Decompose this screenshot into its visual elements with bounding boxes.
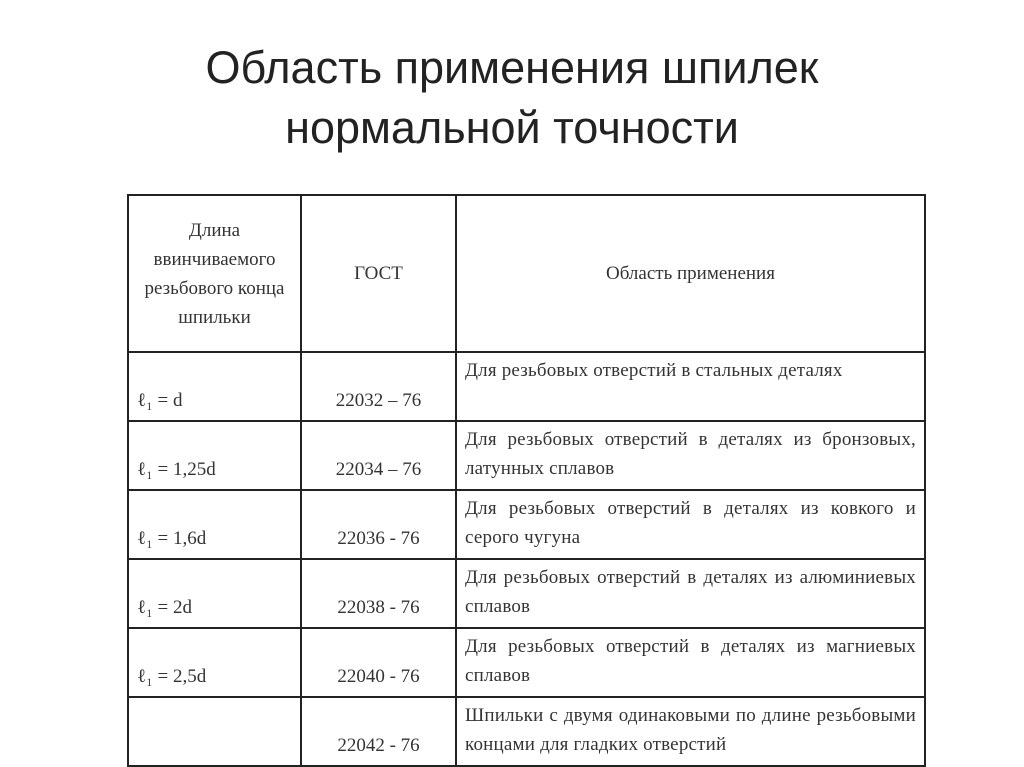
cell-length: ℓ₁ = 1,6d [128, 490, 301, 559]
cell-gost: 22042 - 76 [301, 697, 456, 766]
table-header-row [128, 195, 925, 352]
cell-gost: 22040 - 76 [301, 628, 456, 697]
cell-usage: Для резьбовых отверстий в деталях из магниевых сплавов [456, 628, 925, 697]
table-row [128, 490, 925, 559]
cell-usage: Для резьбовых отверстий в деталях из ковкого и серого чугуна [456, 490, 925, 559]
cell-length: ℓ₁ = 2d [128, 559, 301, 628]
cell-usage: Для резьбовых отверстий в деталях из бронзовых, латунных сплавов [456, 421, 925, 490]
cell-gost: 22038 - 76 [301, 559, 456, 628]
slide-title [0, 38, 1024, 158]
title-line-2: нормальной точности [285, 102, 739, 153]
cell-gost: 22036 - 76 [301, 490, 456, 559]
cell-usage: Для резьбовых отверстий в стальных деталях [456, 352, 925, 421]
table-row [128, 628, 925, 697]
cell-gost: 22032 – 76 [301, 352, 456, 421]
header-gost: ГОСТ [301, 195, 456, 352]
cell-usage: Для резьбовых отверстий в деталях из алюминиевых сплавов [456, 559, 925, 628]
cell-gost: 22034 – 76 [301, 421, 456, 490]
cell-length: ℓ₁ = 1,25d [128, 421, 301, 490]
table-row [128, 421, 925, 490]
table-row [128, 559, 925, 628]
title-line-1: Область применения шпилек [205, 42, 819, 93]
header-length: Длина ввинчиваемого резьбового конца шпильки [128, 195, 301, 352]
cell-usage: Шпильки с двумя одинаковыми по длине резьбовыми концами для гладких отверстий [456, 697, 925, 766]
stud-application-table [127, 194, 926, 767]
cell-length [128, 697, 301, 766]
cell-length: ℓ₁ = 2,5d [128, 628, 301, 697]
header-usage: Область применения [456, 195, 925, 352]
cell-length: ℓ₁ = d [128, 352, 301, 421]
table-row [128, 352, 925, 421]
table-row [128, 697, 925, 766]
